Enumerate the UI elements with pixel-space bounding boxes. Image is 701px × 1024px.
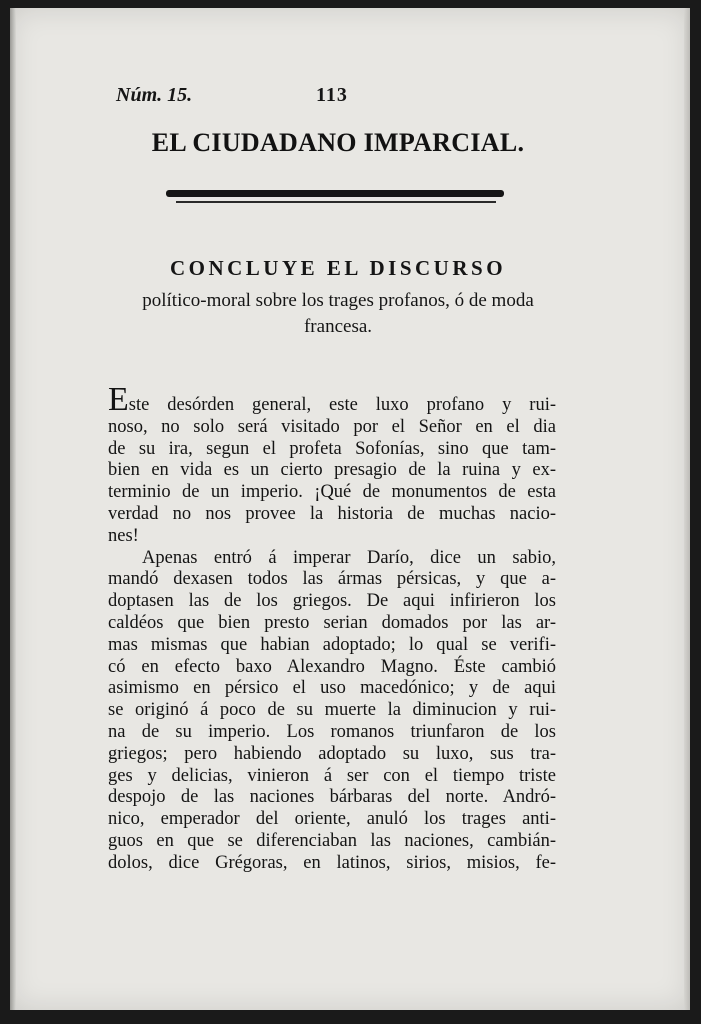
text-line: asimismo en pérsico el uso macedónico; y de aqui xyxy=(108,678,556,699)
subtitle-line: francesa. xyxy=(303,316,373,337)
text-line: mas mismas que habian adoptado; lo qual se verifi- xyxy=(108,634,556,655)
text-line: doptasen las de los griegos. De aqui infirieron los xyxy=(108,591,556,612)
text-line: se originó á poco de su muerte la diminucion y rui- xyxy=(108,700,556,721)
title-rule-thick xyxy=(166,190,504,197)
subtitle-line: político-moral sobre los trages profanos, ó de moda xyxy=(142,290,534,311)
issue-number: Núm. 15. xyxy=(116,84,193,106)
text-line: na de su imperio. Los romanos triunfaron de los xyxy=(108,721,556,742)
text-line: nico, emperador del oriente, anuló los trages anti- xyxy=(108,809,556,830)
text-line: mandó dexasen todos las ármas pérsicas, y que a- xyxy=(108,569,556,590)
article-title: CONCLUYE EL DISCURSO xyxy=(169,256,507,280)
text-line: despojo de las naciones bárbaras del norte. Andró- xyxy=(108,787,556,808)
text-line: noso, no solo será visitado por el Señor en el dia xyxy=(108,416,556,437)
text-line: de su ira, segun el profeta Sofonías, sino que tam- xyxy=(108,438,556,459)
text-line: bien en vida es un cierto presagio de la ruina y ex- xyxy=(108,460,556,481)
running-header xyxy=(116,84,556,110)
text-line: có en efecto baxo Alexandro Magno. Éste cambió xyxy=(108,656,556,677)
article-subtitle xyxy=(110,288,566,340)
text-line: Apenas entró á imperar Darío, dice un sabio, xyxy=(142,547,556,568)
page-gutter xyxy=(10,8,16,1010)
page-number: 113 xyxy=(316,84,348,106)
first-line-text: ste desórden general, este luxo profano y rui- xyxy=(128,395,556,415)
page-edge xyxy=(684,8,690,1010)
paragraph-first-line xyxy=(108,381,556,418)
text-line: nes! xyxy=(108,525,139,546)
journal-title: EL CIUDADANO IMPARCIAL. xyxy=(151,128,525,157)
article-body xyxy=(108,381,556,875)
text-line: terminio de un imperio. ¡Qué de monumentos de esta xyxy=(108,482,556,503)
drop-cap: E xyxy=(108,381,129,418)
text-line: verdad no nos provee la historia de muchas nacio- xyxy=(108,503,556,524)
text-line: guos en que se diferenciaban las naciones, cambián- xyxy=(108,830,556,851)
text-line: caldéos que bien presto serian domados por las ar- xyxy=(108,612,556,633)
text-line: griegos; pero habiendo adoptado su luxo, sus tra- xyxy=(108,743,556,764)
text-line: ges y delicias, vinieron á ser con el tiempo triste xyxy=(108,765,556,786)
text-line: dolos, dice Grégoras, en latinos, sirios, misios, fe- xyxy=(108,852,556,873)
title-rule-thin xyxy=(176,201,496,203)
